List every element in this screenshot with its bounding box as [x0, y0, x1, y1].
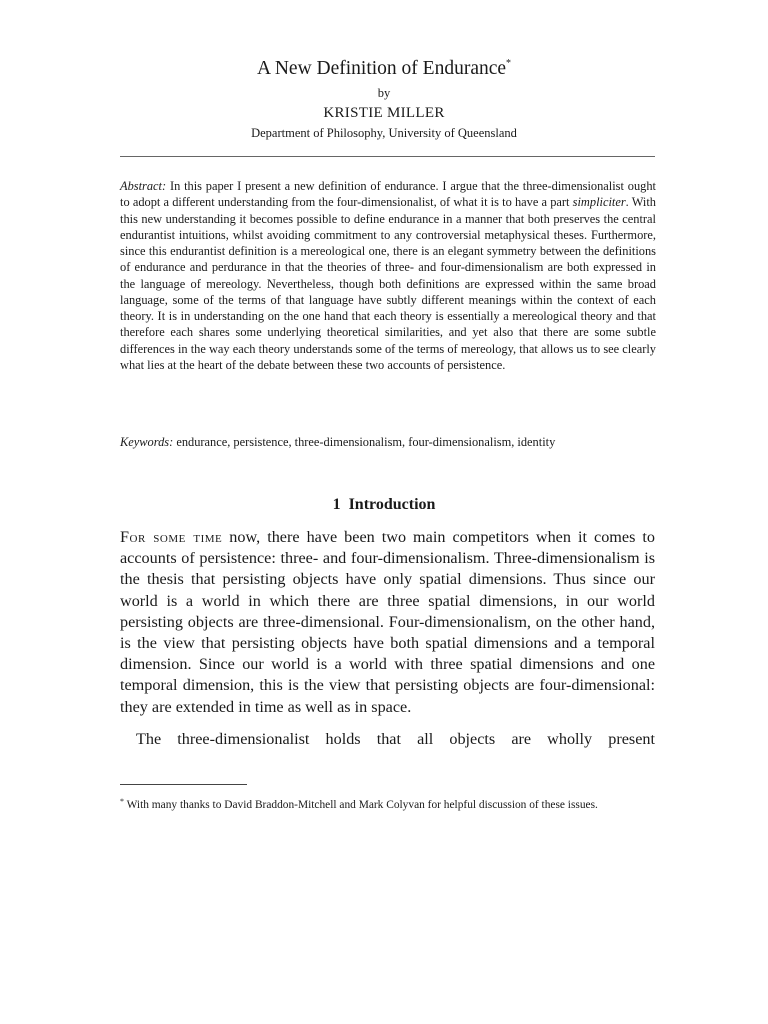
abstract-term: simpliciter [572, 195, 626, 210]
keywords-text: endurance, persistence, three-dimensionalism, four-dimensionalism, identity [173, 435, 556, 449]
title-text: A New Definition of Endurance [256, 58, 507, 79]
footnote-divider [120, 784, 247, 785]
abstract-text-1: In this paper I present a new definition of endurance. I argue that the three-dimensionalist ought to adopt a different understanding from the four-dimensionalist, of what it is to have a part [120, 179, 656, 210]
paper-title [0, 52, 768, 81]
body-paragraph-1 [120, 527, 655, 718]
para-1-text: now, there have been two main competitors when it comes to accounts of persistence: three- and four-dimensionalism. Three-dimensionalism is the thesis that persisting objects have only spatial dimensions. Thus since our world is a world in which there are three spatial dimensions, in our world persisting objects are three-dimensional. Four-dimensionalism, on the other hand, is the view that persisting objects have both spatial dimensions and a temporal dimension. Since our world is a world with three spatial dimensions and one temporal dimension, this is the view that persisting objects are four-dimensional: they are extended in time as well as in space. [120, 528, 655, 716]
section-number: 1 [332, 496, 341, 513]
keywords [120, 434, 660, 450]
body-paragraph-2: The three-dimensionalist holds that all objects are wholly present [136, 730, 655, 748]
abstract-text-2: . With this new understanding it becomes possible to define endurance in a manner that both preserves the central endurantist intuitions, whilst avoiding commitment to any controversial metaphysical theses. Furthermore, since this endurantist definition is a mereological one, there is an elegant symmetry between the definitions of endurance and perdurance in that the theories of three- and four-dimensionalism are both expressed in the language of mereology. Nevertheless, though both definitions are expressed within the same broad language, some of the terms of that language have subtly different meanings within the context of each theory. It is in understanding on the one hand that each theory is essentially a mereological theory and that therefore each shares some underlying theoretical similarities, and yet also that there are some subtle differences in the way each theory understands some of the terms of mereology, that allows us to see clearly what lies at the heart of the debate between these two accounts of persistence. [120, 195, 656, 372]
title-footnote-mark: * [506, 58, 512, 69]
keywords-label: Keywords: [120, 435, 174, 449]
footnote-text: With many thanks to David Braddon-Mitchell and Mark Colyvan for helpful discussion of these issues. [124, 799, 598, 811]
header-divider [120, 156, 655, 157]
author-affiliation: Department of Philosophy, University of Queensland [251, 126, 517, 140]
footnote-mark: * [120, 797, 124, 806]
section-heading [0, 495, 768, 515]
lead-in: For some time [120, 528, 223, 546]
author-name: KRISTIE MILLER [323, 105, 445, 121]
abstract-label: Abstract: [120, 179, 167, 193]
abstract [120, 178, 656, 373]
footnote [120, 794, 655, 813]
section-title: Introduction [348, 496, 436, 513]
byline: by [377, 86, 391, 100]
